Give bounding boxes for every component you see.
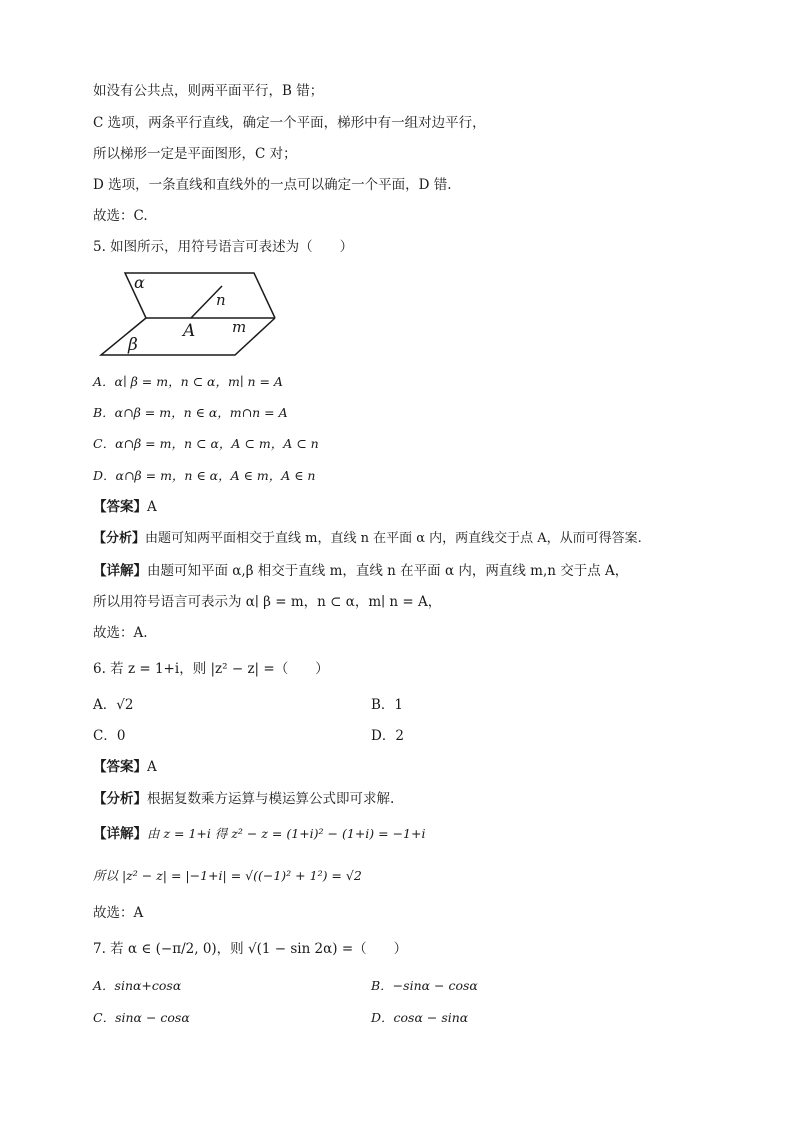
q5-answer	[93, 497, 157, 517]
detail-text: 由 z = 1+i 得 z² − z = (1+i)² − (1+i) = −1+i	[147, 826, 426, 841]
analysis-tag: 【分析】	[93, 531, 146, 546]
label-m: m	[232, 318, 247, 336]
q6-option-d: D．2	[371, 728, 404, 744]
question-5-stem: 5. 如图所示，用符号语言可表述为（ ）	[93, 239, 354, 255]
q5-option-c: C．α∩β = m，n ⊂ α，A ⊂ m，A ⊂ n	[93, 436, 319, 451]
detail-tag: 【详解】	[93, 826, 147, 842]
q5-detail	[93, 561, 628, 581]
analysis-text: 由题可知两平面相交于直线 m，直线 n 在平面 α 内，两直线交于点 A，从而可得答案.	[145, 531, 642, 546]
answer-value: A	[147, 499, 157, 515]
text-line: 所以梯形一定是平面图形，C 对；	[93, 146, 297, 162]
q5-option-a: A．α∣ β = m，n ⊂ α，m∣ n = A	[93, 374, 283, 389]
q6-option-b: B．1	[371, 697, 404, 713]
q6-option-c: C．0	[93, 728, 126, 744]
q7-option-d: D．cosα − sinα	[371, 1010, 469, 1025]
alpha-plane	[125, 273, 275, 318]
text-line: D 选项，一条直线和直线外的一点可以确定一个平面，D 错.	[93, 177, 452, 193]
q7-option-b: B．−sinα − cosα	[371, 978, 478, 993]
q6-choose: 故选：A	[93, 905, 144, 921]
answer-tag: 【答案】	[93, 499, 147, 515]
question-7-stem: 7. 若 α ∈ (−π/2, 0)，则 √(1 − sin 2α) =（ ）	[93, 941, 408, 957]
q6-option-a: A．√2	[93, 697, 134, 713]
q7-option-a: A．sinα+cosα	[93, 978, 182, 993]
text-line: 如没有公共点，则两平面平行，B 错；	[93, 83, 324, 99]
label-alpha: α	[134, 273, 145, 292]
text-line: 故选：C.	[93, 208, 148, 224]
q6-answer	[93, 757, 157, 777]
answer-value: A	[147, 759, 157, 775]
detail-text: 由题可知平面 α,β 相交于直线 m，直线 n 在平面 α 内，两直线 m,n 交于点 A，	[147, 563, 629, 579]
label-beta: β	[128, 335, 138, 355]
analysis-text: 根据复数乘方运算与模运算公式即可求解.	[147, 791, 395, 807]
q5-choose: 故选：A.	[93, 625, 148, 641]
q5-option-b: B．α∩β = m，n ∈ α，m∩n = A	[93, 405, 288, 420]
question-6-stem: 6. 若 z = 1+i，则 |z² − z| =（ ）	[93, 661, 329, 677]
q5-detail-2: 所以用符号语言可表示为 α∣ β = m，n ⊂ α，m∣ n = A，	[93, 594, 442, 610]
q5-analysis	[93, 529, 642, 549]
label-n: n	[216, 291, 226, 309]
q6-detail	[93, 824, 425, 844]
detail-tag: 【详解】	[93, 563, 147, 579]
planes-figure	[98, 268, 282, 360]
text-line: C 选项，两条平行直线，确定一个平面，梯形中有一组对边平行，	[93, 115, 486, 131]
analysis-tag: 【分析】	[93, 791, 147, 807]
q6-analysis	[93, 789, 394, 809]
label-A: A	[183, 321, 196, 341]
q6-detail-2: 所以 |z² − z| = |−1+i| = √((−1)² + 1²) = √2	[93, 868, 362, 883]
q5-option-d: D．α∩β = m，n ∈ α，A ∈ m，A ∈ n	[93, 468, 316, 483]
q7-option-c: C．sinα − cosα	[93, 1010, 190, 1025]
planes-diagram	[98, 268, 282, 360]
answer-tag: 【答案】	[93, 759, 147, 775]
